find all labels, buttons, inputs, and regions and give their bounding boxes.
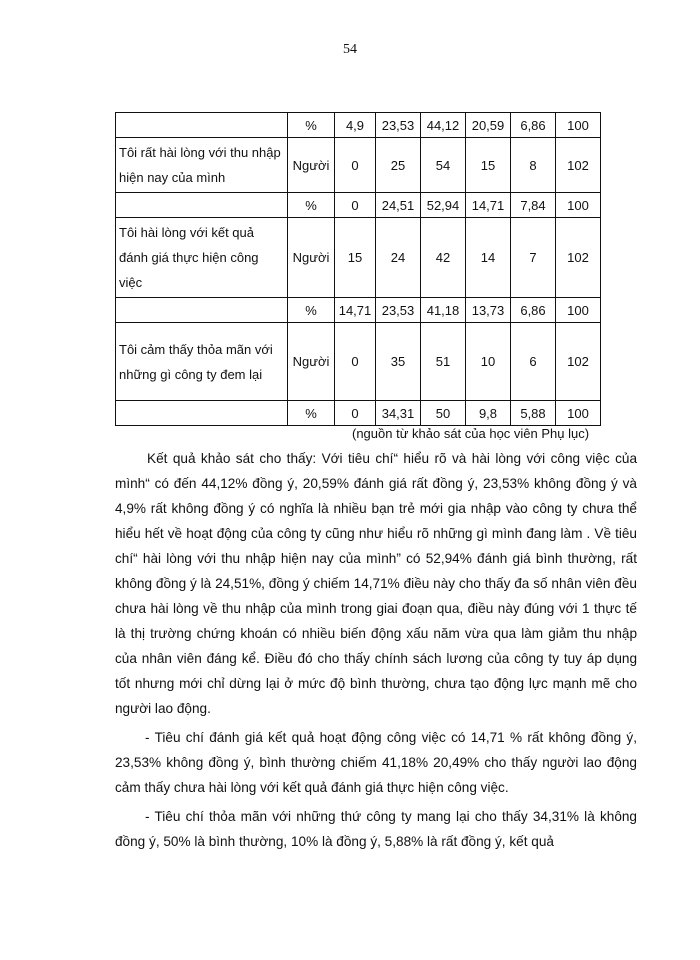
value-cell: 35: [376, 323, 421, 401]
value-cell: 102: [556, 218, 601, 298]
value-cell: 50: [421, 401, 466, 426]
page-number: 54: [343, 42, 357, 57]
value-cell: 14,71: [335, 298, 376, 323]
unit-cell: Người: [288, 323, 335, 401]
value-cell: 100: [556, 113, 601, 138]
value-cell: 23,53: [376, 298, 421, 323]
value-cell: 13,73: [466, 298, 511, 323]
table-row: [116, 218, 601, 298]
value-cell: 102: [556, 323, 601, 401]
value-cell: 6: [511, 323, 556, 401]
value-cell: 0: [335, 323, 376, 401]
criterion-cell: Tôi rất hài lòng với thu nhập hiện nay của mình: [116, 138, 288, 193]
unit-cell: %: [288, 113, 335, 138]
value-cell: 52,94: [421, 193, 466, 218]
table-row: [116, 323, 601, 401]
table-row: [116, 193, 601, 218]
value-cell: 20,59: [466, 113, 511, 138]
value-cell: 42: [421, 218, 466, 298]
value-cell: 15: [335, 218, 376, 298]
value-cell: 14: [466, 218, 511, 298]
value-cell: 0: [335, 401, 376, 426]
value-cell: 54: [421, 138, 466, 193]
criterion-cell: Tôi cảm thấy thỏa mãn với những gì công ty đem lại: [116, 323, 288, 401]
value-cell: 9,8: [466, 401, 511, 426]
value-cell: 8: [511, 138, 556, 193]
criterion-cell: Tôi hài lòng với kết quả đánh giá thực hiện công việc: [116, 218, 288, 298]
value-cell: 0: [335, 138, 376, 193]
unit-cell: %: [288, 193, 335, 218]
value-cell: 6,86: [511, 113, 556, 138]
value-cell: 6,86: [511, 298, 556, 323]
table-row: [116, 401, 601, 426]
value-cell: 10: [466, 323, 511, 401]
criterion-cell: [116, 113, 288, 138]
value-cell: 24: [376, 218, 421, 298]
source-note: (nguồn từ khảo sát của học viên Phụ lục): [352, 426, 590, 441]
value-cell: 102: [556, 138, 601, 193]
criterion-cell: [116, 298, 288, 323]
value-cell: 0: [335, 193, 376, 218]
value-cell: 51: [421, 323, 466, 401]
value-cell: 100: [556, 193, 601, 218]
value-cell: 100: [556, 401, 601, 426]
table-row: [116, 113, 601, 138]
value-cell: 24,51: [376, 193, 421, 218]
paragraph: - Tiêu chí đánh giá kết quả hoạt động công việc có 14,71 % rất không đồng ý, 23,53% không đồng ý, bình thường chiếm 41,18% 20,49% cho thấy người lao động cảm thấy chưa hài lòng với kết quả đánh giá thực hiện công việc.: [115, 730, 637, 795]
paragraph: Kết quả khảo sát cho thấy: Với tiêu chí“ hiểu rõ và hài lòng với công việc của mình“ có đến 44,12% đồng ý, 20,59% đánh giá rất đồng ý, 23,53% không đồng ý và 4,9% rất không đồng ý có nghĩa là nhiều bạn trẻ mới gia nhập vào công ty chưa thể hiểu hết về hoạt động của công ty cũng như hiểu rõ những gì mình đang làm . Về tiêu chí“ hài lòng với thu nhập hiện nay của mình” có 52,94% đánh giá bình thường, rất không đồng ý là 24,51%, đồng ý chiếm 14,71% điều này cho thấy đa số nhân viên đều chưa hài lòng về thu nhập của mình trong giai đoạn qua, điều này đúng với 1 thực tế là thị trường chứng khoán có nhiều biến động xấu năm vừa qua làm giảm thu nhập của nhân viên đáng kể. Điều đó cho thấy chính sách lương của công ty tuy áp dụng tốt nhưng mới chỉ dừng lại ở mức độ bình thường, chưa tạo động lực mạnh mẽ cho người lao động.: [115, 451, 637, 716]
value-cell: 41,18: [421, 298, 466, 323]
value-cell: 15: [466, 138, 511, 193]
table-row: [116, 138, 601, 193]
unit-cell: %: [288, 401, 335, 426]
unit-cell: %: [288, 298, 335, 323]
unit-cell: Người: [288, 218, 335, 298]
value-cell: 44,12: [421, 113, 466, 138]
value-cell: 14,71: [466, 193, 511, 218]
survey-table: [115, 112, 601, 426]
value-cell: 5,88: [511, 401, 556, 426]
unit-cell: Người: [288, 138, 335, 193]
criterion-cell: [116, 193, 288, 218]
value-cell: 4,9: [335, 113, 376, 138]
body-text: [115, 446, 637, 854]
value-cell: 100: [556, 298, 601, 323]
value-cell: 7: [511, 218, 556, 298]
table-row: [116, 298, 601, 323]
paragraph: - Tiêu chí thỏa mãn với những thứ công ty mang lại cho thấy 34,31% là không đồng ý, 50% là bình thường, 10% là đồng ý, 5,88% là rất đồng ý, kết quả: [115, 809, 637, 849]
value-cell: 34,31: [376, 401, 421, 426]
criterion-cell: [116, 401, 288, 426]
value-cell: 23,53: [376, 113, 421, 138]
value-cell: 25: [376, 138, 421, 193]
value-cell: 7,84: [511, 193, 556, 218]
